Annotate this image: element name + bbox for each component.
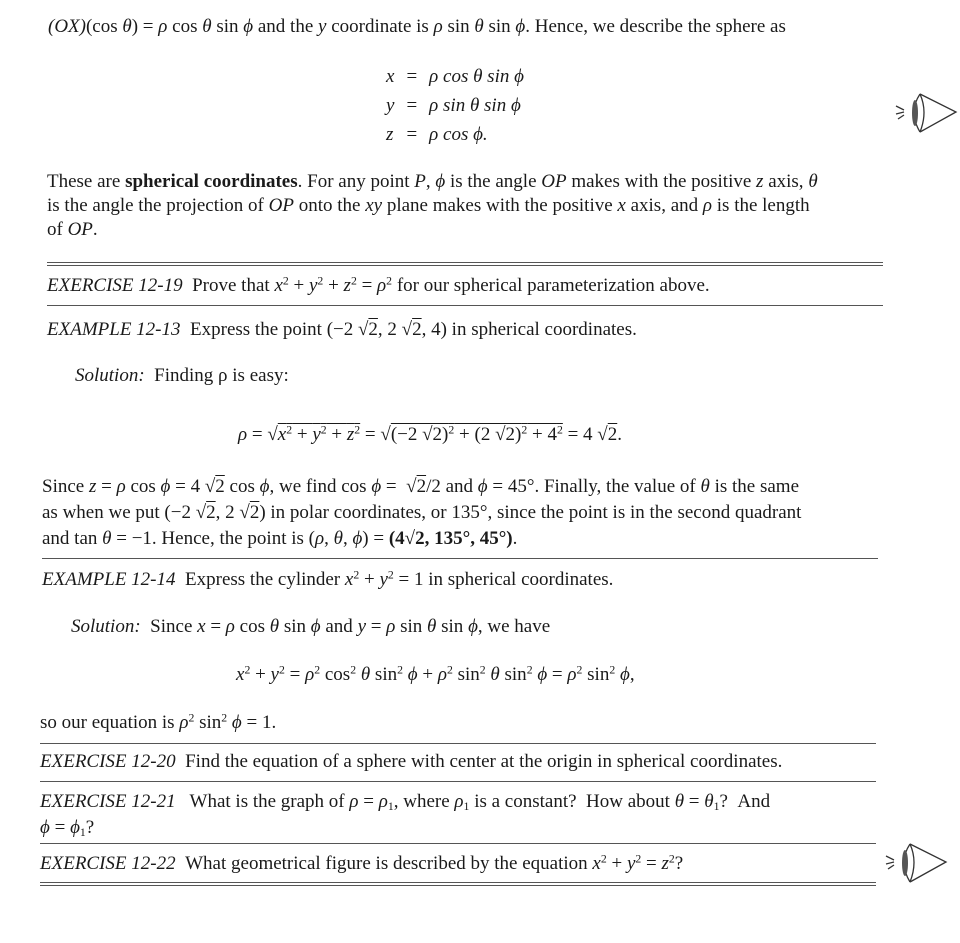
equation-row [380, 120, 530, 149]
exercise-12-22: EXERCISE 12-22 What geometrical figure is described by the equation $x^2 + y^2 = z^2$? [40, 852, 684, 874]
divider [47, 305, 883, 306]
definition-line-3: of OP. [47, 219, 98, 240]
term-spherical-coordinates: spherical coordinates [125, 171, 298, 192]
exercise-label: EXERCISE 12-21 [40, 791, 176, 812]
eq-lhs: x [386, 65, 395, 87]
explanation-line-2: as when we put (−2 √2, 2 √2) in polar coordinates, or 135°, since the point is in the second quadrant [42, 502, 802, 523]
definition-paragraph [47, 170, 887, 242]
answer: (4√2, 135°, 45°) [388, 528, 513, 549]
divider [42, 558, 878, 559]
exercise-text: Find the equation of a sphere with center at the origin in spherical coordinates. [185, 751, 783, 772]
exercise-12-21 [40, 789, 770, 841]
eq-rhs: ρ cos θ sin ϕ [429, 65, 524, 87]
exercise-12-20 [40, 751, 782, 773]
eq-op: = [406, 65, 418, 87]
exercise-label: EXERCISE 12-20 [40, 751, 176, 772]
example-12-14: EXAMPLE 12-14 Express the cylinder $x^2 + y^2 = 1$ in spherical coordinates. [42, 568, 614, 590]
eq-lhs: y [386, 94, 395, 116]
solution-intro [75, 365, 289, 387]
cylinder-conclusion: so our equation is $\rho^2$ $\sin^2 \phi = 1$. [40, 711, 277, 733]
text: . [512, 528, 518, 549]
equation-row [380, 62, 530, 91]
rho-formula: $\rho = √x^2 + y^2 + z^2 = √(-2$ √2)$^2$ + (2 $√2)^2 + 4^2 = 4$ √2. [238, 423, 622, 445]
solution-label: Solution: [75, 365, 145, 386]
divider [47, 262, 883, 266]
eq-op: = [406, 123, 418, 145]
divider [40, 882, 876, 886]
solution-text: Finding ρ is easy: [154, 365, 289, 386]
exercise-label: EXERCISE 12-22 [40, 853, 176, 874]
divider [40, 743, 876, 744]
example-12-13-explanation [42, 474, 887, 552]
eq-lhs: z [386, 123, 394, 145]
definition-line-1: These are spherical coordinates. For any point P, ϕ is the angle OP makes with the positive z axis, θ [47, 171, 818, 192]
text: These are [47, 171, 126, 192]
exercise-line-2: $\phi = \phi_1$? [40, 817, 95, 839]
definition-line-2: is the angle the projection of OP onto the xy plane makes with the positive x axis, and ρ is the length [47, 195, 810, 216]
eq-rhs: ρ cos ϕ. [429, 123, 488, 145]
example-label: EXAMPLE 12-14 [42, 569, 176, 590]
solution-label: Solution: [71, 616, 141, 637]
exercise-line-1: EXERCISE 12-21 What is the graph of $\rho = \rho_1$, where $\rho_1$ is a constant? How about $\theta = \theta_1$? And [40, 791, 771, 813]
spherical-equations [380, 62, 530, 149]
solution-intro: Solution: Since x = ρ cos θ sin ϕ and y = ρ sin θ sin ϕ, we have [71, 616, 551, 637]
eq-rhs: ρ sin θ sin ϕ [429, 94, 521, 116]
eye-icon [894, 88, 960, 138]
exercise-12-19: EXERCISE 12-19 Prove that $x^2 + y^2 + z^2 = \rho^2$ for our spherical parameterization above. [47, 274, 710, 296]
explanation-line-1: Since z = ρ cos ϕ = 4 √2 cos ϕ, we find cos ϕ = √2/2 and ϕ = 45°. Finally, the value of θ is the same [42, 476, 800, 497]
eye-icon [884, 838, 950, 888]
cylinder-formula: $x^2 + y^2 = \rho^2$ $\cos^2 \theta$ $\sin^2 \phi + \rho^2$ $\sin^2 \theta$ $\sin^2 \phi = \rho^2$ $\sin^2 \phi$, [236, 663, 635, 685]
equation-row [380, 91, 530, 120]
example-12-13: EXAMPLE 12-13 Express the point (−2 √2, 2 √2, 4) in spherical coordinates. [47, 319, 637, 340]
divider [40, 781, 876, 782]
example-label: EXAMPLE 12-13 [47, 319, 181, 340]
exercise-label: EXERCISE 12-19 [47, 275, 183, 296]
explanation-line-3: and tan θ = −1. Hence, the point is (ρ, θ, ϕ) = (4√2, 135°, 45°). [42, 528, 518, 549]
intro-line: (OX)(cos θ) = ρ cos θ sin ϕ and the y coordinate is ρ sin θ sin ϕ. Hence, we describe the sphere as [48, 16, 786, 37]
divider [40, 843, 876, 844]
eq-op: = [406, 94, 418, 116]
